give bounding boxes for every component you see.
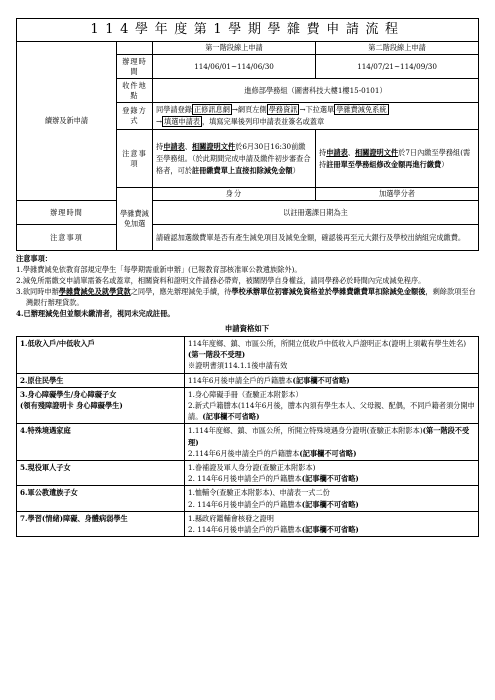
method-text: 同學請登錄 正修訊息網 →網頁左側 學務資訊 →下拉選單 學雜費減免系統 → 填選申請表 ，填寫完畢後列印申請表並簽名或蓋章 bbox=[153, 103, 479, 130]
phase1-note: 持申請表、相關證明文件於6月30日16:30前繳至學務組。（於此期間完成申請及繳件初步審查合格者，可於註冊繳費單上直接扣除減免金額） bbox=[153, 130, 316, 188]
note-1: 1.學雜費減免依教育部規定學生「每學期需重新申辦」(已報教育部核准軍公教遺族除外)。 bbox=[16, 265, 302, 274]
qual-name-2: 2.原住民學生 bbox=[17, 373, 185, 387]
method-label: 登錄方式 bbox=[117, 103, 153, 130]
process-table bbox=[16, 18, 479, 251]
qual-desc-1: 114年度鄉、鎮、市區公所，所開立低收戶中低收入戶證明正本(證明上須載有學生姓名)(第一階段不受理) ※證明書須114.1.1後申請有效 bbox=[185, 337, 479, 374]
phase2-note: 持申請表、相關證明文件於7日內繳至學務組(需持註冊單至學務組修改金額再進行繳費） bbox=[316, 130, 479, 188]
add-notes: 請確認加選繳費單是否有產生減免項目及減免金額，確認後再至元大銀行及學校出納組完成繳費。 bbox=[153, 225, 479, 251]
application-sheet bbox=[16, 18, 478, 537]
qualification-title: 申請資格如下 bbox=[224, 324, 270, 333]
note-4: 4.已辦理減免但並額未繳清者，視同未完成註冊。 bbox=[16, 309, 175, 318]
qual-desc-3: 1.身心障礙手冊（查驗正本附影本） 2.新式戶籍謄本(114年6月後，謄本內須有學生本人、父母親、配偶，不同戶籍者須分開申請。(記事欄不可省略) bbox=[185, 387, 479, 424]
qual-name-3: 3.身心障礙學生/身心障礙子女 (領有殘障證明卡 身心障礙學生) bbox=[17, 387, 185, 424]
period2: 114/07/21~114/09/30 bbox=[316, 55, 479, 79]
site-name: 正修訊息網 bbox=[193, 105, 230, 114]
location-label: 收件地點 bbox=[117, 79, 153, 103]
page-title: 114學年度第1學期學雜費申請流程 bbox=[17, 19, 479, 42]
form-name: 填選申請表 bbox=[164, 117, 200, 126]
section-new-label: 學雜費減免加選 bbox=[117, 188, 153, 251]
section-continue-label: 續辦及新申請 bbox=[17, 42, 117, 201]
qual-name-7: 7.學習(情緒)障礙、身體病弱學生 bbox=[17, 511, 185, 536]
note-2: 2.減免所需繳交申請單需簽名或蓋章，相關資料和證明文件請務必帶齊，被關閉學自身權益，請同學務必於時間內完成減免程序。 bbox=[16, 276, 426, 285]
qualification-table bbox=[16, 336, 479, 537]
qual-name-1: 1.低收入戶/中低收入戶 bbox=[17, 337, 185, 374]
notes-heading: 注意事項： bbox=[16, 254, 52, 263]
phase1-header: 第一階段線上申請 bbox=[153, 42, 316, 55]
period-label: 辦理時間 bbox=[117, 55, 153, 79]
add-period-label: 辦理時間 bbox=[17, 201, 117, 225]
qual-desc-2: 114年6月後申請全戶的戶籍謄本(記事欄不可省略) bbox=[185, 373, 479, 387]
notes-block bbox=[16, 253, 478, 319]
add-notes-label: 注意事項 bbox=[17, 225, 117, 251]
identity: 加選學分者 bbox=[316, 188, 479, 201]
qual-desc-5: 1.眷補證及軍人身分證(查驗正本附影本) 2. 114年6月後申請全戶的戶籍謄本(記事欄不可省略) bbox=[185, 461, 479, 486]
add-period: 以註冊選課日期為主 bbox=[153, 201, 479, 225]
qual-name-4: 4.特殊境遇家庭 bbox=[17, 424, 185, 461]
period1: 114/06/01~114/06/30 bbox=[153, 55, 316, 79]
identity-label: 身分 bbox=[153, 188, 316, 201]
qual-desc-7: 1.縣政府鑑輔會核發之證明 2. 114年6月後申請全戶的戶籍謄本(記事欄不可省略) bbox=[185, 511, 479, 536]
menu-name: 學務資訊 bbox=[268, 105, 298, 114]
qual-name-6: 6.軍公教遺族子女 bbox=[17, 486, 185, 511]
qual-desc-6: 1.恤輔令(查驗正本附影本)、申請表一式二份 2. 114年6月後申請全戶的戶籍謄本(記事欄不可省略) bbox=[185, 486, 479, 511]
phase2-header: 第二階段線上申請 bbox=[316, 42, 479, 55]
location: 進修部學務組（圖書科技大樓1樓15-0101） bbox=[153, 79, 479, 103]
qual-desc-4: 1.114年度鄉、鎮、市區公所，所開立特殊境遇身分證明(查驗正本附影本)(第一階段不受理) 2.114年6月後申請全戶的戶籍謄本(記事欄不可省略) bbox=[185, 424, 479, 461]
system-name: 學雜費減免系統 bbox=[336, 105, 387, 114]
notes-label: 注意事項 bbox=[117, 130, 153, 188]
qual-name-5: 5.現役軍人子女 bbox=[17, 461, 185, 486]
note-3: 3.欲同時申辦學雜費減免及就學貸款之同學，應先辦理減免手續，待學校承辦單位初審減免資格並於學雜費繳費單扣除減免金額後，剩餘款項至台灣銀行辦理貸款。 bbox=[16, 287, 476, 307]
